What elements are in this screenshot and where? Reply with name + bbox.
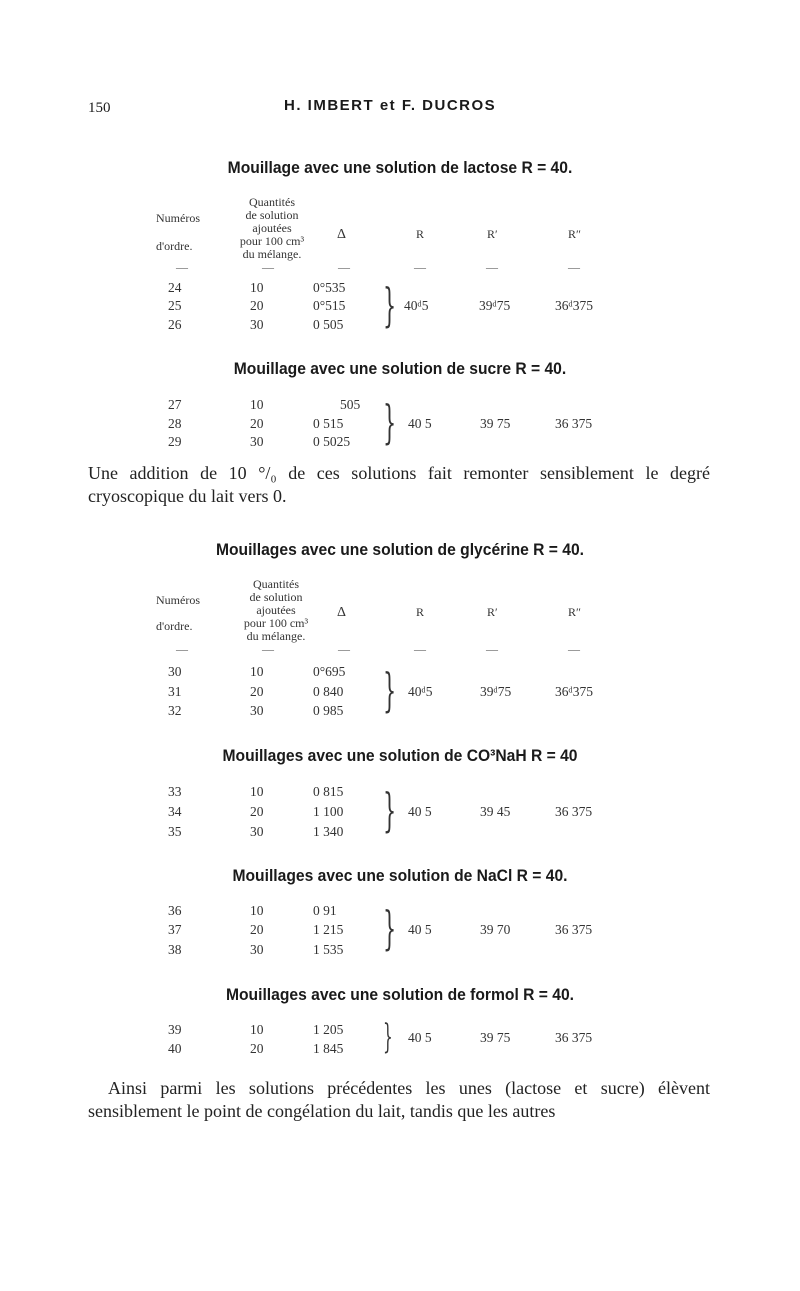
- section-title-glycerine: Mouillages avec une solution de glycérine R = 40.: [215, 540, 585, 559]
- grouping-brace: }: [383, 783, 397, 837]
- row-delta: 0°695: [313, 664, 346, 679]
- section-title-sucre: Mouillage avec une solution de sucre R = 40.: [233, 359, 567, 378]
- row-delta: 1 845: [313, 1041, 344, 1056]
- row-delta: 0 840: [313, 684, 344, 699]
- value-r-second: 36ᵈ375: [555, 684, 593, 699]
- col-header-r-prime: R′: [487, 227, 498, 241]
- value-r: 40 5: [408, 922, 432, 937]
- col-header-quantites-line: Quantités: [249, 195, 295, 209]
- row-number: 34: [168, 804, 182, 819]
- row-delta: 0 815: [313, 784, 344, 799]
- row-delta: 0 505: [313, 317, 344, 332]
- row-quantity: 10: [250, 903, 264, 918]
- value-r-prime: 39 70: [480, 922, 511, 937]
- column-dash: —: [568, 642, 580, 656]
- row-delta: 0 985: [313, 703, 344, 718]
- row-quantity: 30: [250, 703, 264, 718]
- row-number: 28: [168, 416, 182, 431]
- col-header-r-second: R″: [568, 605, 582, 619]
- row-delta: 1 535: [313, 942, 344, 957]
- row-quantity: 10: [250, 664, 264, 679]
- row-number: 33: [168, 784, 182, 799]
- col-header-numeros: Numéros: [156, 593, 200, 607]
- value-r-prime: 39ᵈ75: [479, 298, 511, 313]
- row-number: 39: [168, 1022, 182, 1037]
- col-header-delta: Δ: [337, 227, 347, 242]
- column-dash: —: [176, 642, 188, 656]
- grouping-brace: }: [383, 395, 397, 449]
- value-r-second: 36 375: [555, 416, 593, 431]
- row-delta: 1 100: [313, 804, 344, 819]
- column-dash: —: [338, 642, 350, 656]
- value-r-second: 36ᵈ375: [555, 298, 593, 313]
- column-dash: —: [262, 260, 274, 274]
- row-quantity: 20: [250, 804, 264, 819]
- col-header-delta: Δ: [337, 605, 347, 620]
- value-r-second: 36 375: [555, 922, 593, 937]
- value-r: 40 5: [408, 1030, 432, 1045]
- body-paragraph: Ainsi parmi les solutions précédentes les unes (lactose et sucre) élèvent sensiblement le point de congélation du lait, tandis que les autres: [88, 1078, 710, 1121]
- row-quantity: 20: [250, 298, 264, 313]
- value-r-prime: 39ᵈ75: [480, 684, 512, 699]
- value-r-prime: 39 75: [480, 1030, 511, 1045]
- row-delta: 0°535: [313, 280, 346, 295]
- grouping-brace: }: [383, 901, 397, 955]
- running-header-authors: H. IMBERT et F. DUCROS: [284, 97, 497, 114]
- col-header-r-prime: R′: [487, 605, 498, 619]
- body-paragraph: Une addition de 10 °/₀ de ces solutions fait remonter sensiblement le degré cryoscopique du lait vers 0.: [88, 463, 710, 506]
- row-delta: 505: [340, 397, 361, 412]
- section-title-co3nah: Mouillages avec une solution de CO³NaH R = 40: [222, 746, 578, 765]
- col-header-quantites-line: de solution: [245, 208, 299, 222]
- row-number: 32: [168, 703, 182, 718]
- section-title-nacl: Mouillages avec une solution de NaCl R = 40.: [232, 866, 568, 885]
- row-delta: 0 91: [313, 903, 337, 918]
- col-header-quantites-line: pour 100 cm³: [239, 234, 305, 248]
- col-header-numeros: Numéros: [156, 211, 200, 225]
- page-number: 150: [88, 100, 111, 116]
- row-quantity: 10: [250, 280, 264, 295]
- row-number: 40: [168, 1041, 182, 1056]
- col-header-quantites-line: Quantités: [253, 577, 299, 591]
- row-number: 29: [168, 434, 182, 449]
- row-delta: 1 205: [313, 1022, 344, 1037]
- grouping-brace: }: [383, 1017, 393, 1057]
- row-quantity: 20: [250, 684, 264, 699]
- col-header-quantites-line: ajoutées: [256, 603, 296, 617]
- row-quantity: 30: [250, 824, 264, 839]
- value-r: 40ᵈ5: [408, 684, 433, 699]
- col-header-quantites-line: pour 100 cm³: [243, 616, 309, 630]
- value-r-second: 36 375: [555, 804, 593, 819]
- row-delta: 0 5025: [313, 434, 351, 449]
- row-number: 27: [168, 397, 182, 412]
- row-number: 38: [168, 942, 182, 957]
- row-quantity: 20: [250, 922, 264, 937]
- value-r-prime: 39 75: [480, 416, 511, 431]
- row-delta: 0 515: [313, 416, 344, 431]
- value-r-second: 36 375: [555, 1030, 593, 1045]
- row-quantity: 30: [250, 317, 264, 332]
- col-header-ordre: d'ordre.: [156, 619, 193, 633]
- value-r: 40 5: [408, 416, 432, 431]
- column-dash: —: [486, 260, 498, 274]
- column-dash: —: [262, 642, 274, 656]
- column-dash: —: [338, 260, 350, 274]
- row-quantity: 30: [250, 434, 264, 449]
- row-quantity: 20: [250, 1041, 264, 1056]
- row-number: 25: [168, 298, 182, 313]
- grouping-brace: }: [383, 278, 397, 332]
- col-header-quantites: [236, 578, 316, 643]
- row-number: 37: [168, 922, 182, 937]
- col-header-quantites-line: du mélange.: [242, 247, 302, 261]
- value-r-prime: 39 45: [480, 804, 511, 819]
- row-quantity: 30: [250, 942, 264, 957]
- column-dash: —: [176, 260, 188, 274]
- column-dash: —: [486, 642, 498, 656]
- col-header-r: R: [416, 227, 425, 241]
- section-title-lactose: Mouillage avec une solution de lactose R = 40.: [227, 158, 573, 177]
- col-header-quantites-line: du mélange.: [246, 629, 306, 643]
- value-r: 40 5: [408, 804, 432, 819]
- row-number: 36: [168, 903, 182, 918]
- row-number: 30: [168, 664, 182, 679]
- row-delta: 1 215: [313, 922, 344, 937]
- col-header-ordre: d'ordre.: [156, 239, 193, 253]
- row-delta: 1 340: [313, 824, 344, 839]
- row-delta: 0°515: [313, 298, 346, 313]
- col-header-r: R: [416, 605, 425, 619]
- column-dash: —: [414, 642, 426, 656]
- col-header-quantites-line: ajoutées: [252, 221, 292, 235]
- row-number: 35: [168, 824, 182, 839]
- value-r: 40ᵈ5: [404, 298, 429, 313]
- row-number: 26: [168, 317, 182, 332]
- row-quantity: 10: [250, 1022, 264, 1037]
- row-quantity: 10: [250, 397, 264, 412]
- column-dash: —: [414, 260, 426, 274]
- col-header-r-second: R″: [568, 227, 582, 241]
- section-title-formol: Mouillages avec une solution de formol R = 40.: [225, 985, 575, 1004]
- row-quantity: 10: [250, 784, 264, 799]
- col-header-quantites: [232, 196, 312, 261]
- row-number: 24: [168, 280, 182, 295]
- column-dash: —: [568, 260, 580, 274]
- row-number: 31: [168, 684, 182, 699]
- col-header-quantites-line: de solution: [249, 590, 303, 604]
- grouping-brace: }: [383, 663, 397, 717]
- row-quantity: 20: [250, 416, 264, 431]
